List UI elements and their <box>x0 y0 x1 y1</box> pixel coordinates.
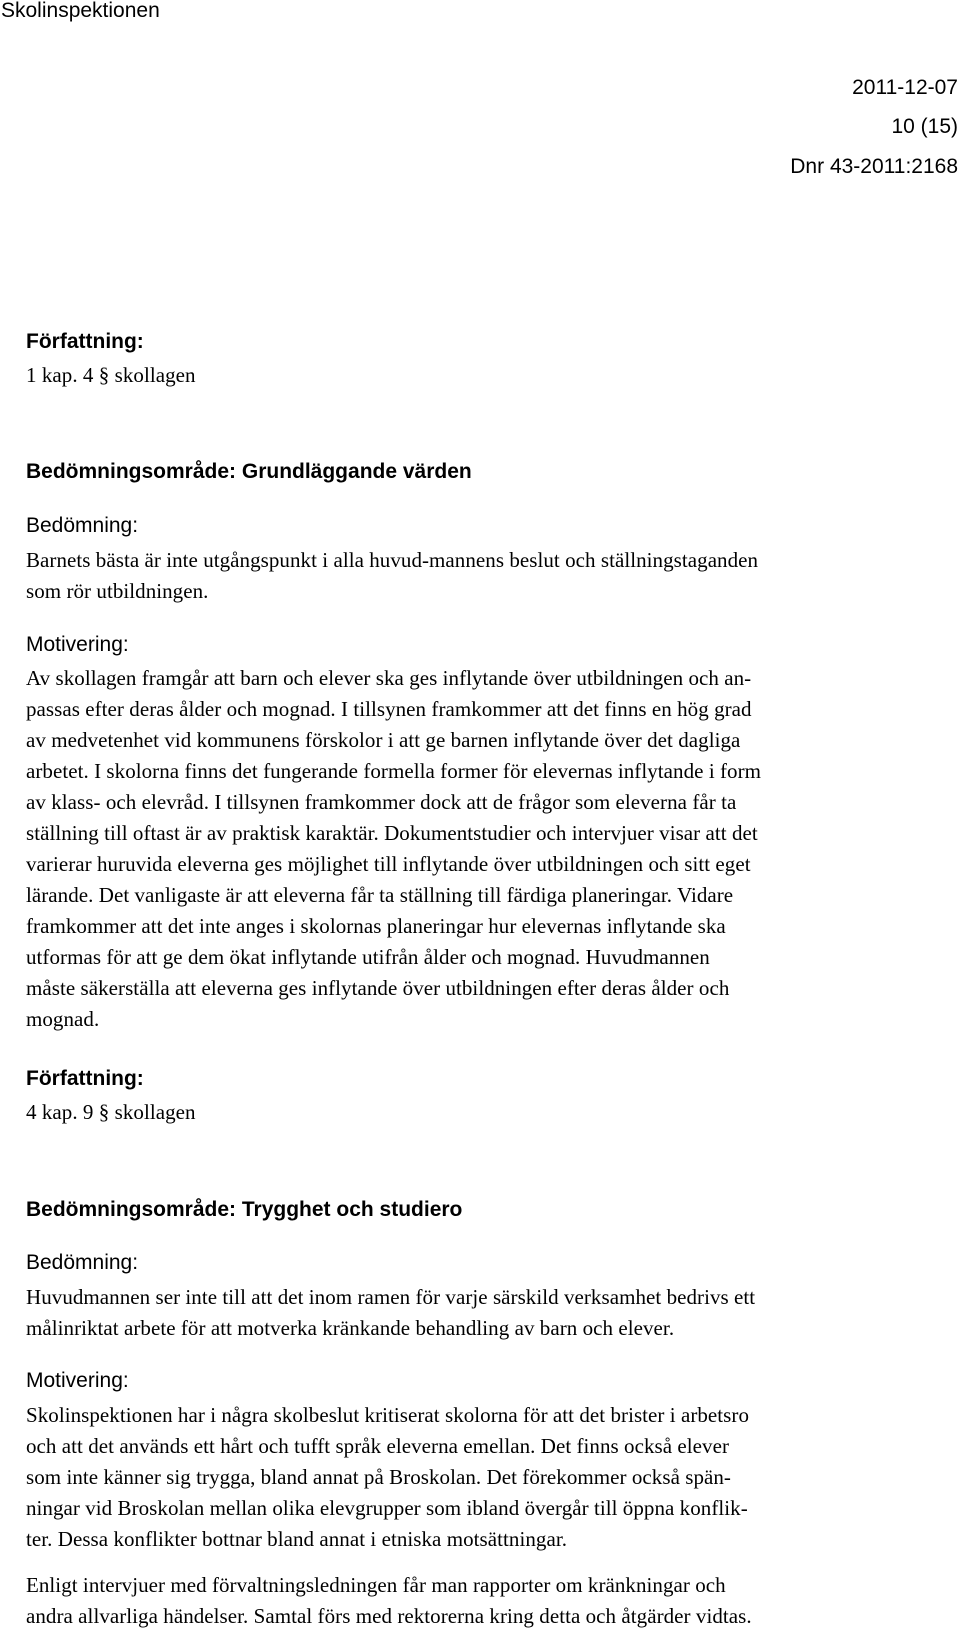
forfattning-label: Författning: <box>26 330 144 353</box>
bedomning-text: Barnets bästa är inte utgångspunkt i alla huvud-mannens beslut och ställningstaganden som rör utbildningen. <box>26 548 759 603</box>
bedomning-text: Huvudmannen ser inte till att det inom ramen för varje särskild verksamhet bedrivs ett målinriktat arbete för att motverka kränkande behandling av barn och elever. <box>26 1285 756 1340</box>
forfattning-text: 1 kap. 4 § skollagen <box>26 363 196 387</box>
motivering-label: Motivering: <box>26 633 129 656</box>
forfattning-label: Författning: <box>26 1067 144 1090</box>
organization-name: Skolinspektionen <box>1 0 160 22</box>
motivering-text: Av skollagen framgår att barn och elever ska ges inflytande över utbildningen och an- passas efter deras ålder och mognad. I tillsynen framkommer att det finns en hög grad av medvetenhet vid kommunens förskolor i att ge barnen inflytande över det dagliga arbetet. I skolorna finns det fungerande formella former för elevernas inflytande i form av klass- och elevråd. I tillsynen framkommer dock att de frågor som eleverna får ta ställning till oftast är av praktisk karaktär. Dokumentstudier och intervjuer visar att det varierar huruvida eleverna ges möjlighet till inflytande över utbildningen och sitt eget lärande. Det vanligaste är att eleverna får ta ställning till färdiga planeringar. Vidare framkommer att det inte anges i skolornas planeringar hur elevernas inflytande ska utformas för att ge dem ökat inflytande utifrån ålder och mognad. Huvudmannen måste säkerställa att eleverna ges inflytande över utbildningen efter deras ålder och mognad. <box>26 666 762 1031</box>
motivering-label: Motivering: <box>26 1369 129 1392</box>
document-date: 2011-12-07 <box>852 76 958 99</box>
area-heading: Bedömningsområde: Trygghet och studiero <box>26 1198 463 1221</box>
forfattning-text: 4 kap. 9 § skollagen <box>26 1100 196 1124</box>
motivering-text: Skolinspektionen har i några skolbeslut kritiserat skolorna för att det brister i arbetsro och att det används ett hårt och tufft språk eleverna emellan. Det finns också elever som inte känner sig trygga, bland annat på Broskolan. Det förekommer också spän- ningar vid Broskolan mellan olika elevgrupper som ibland övergår till öppna konflik- ter. Dessa konflikter bottnar bland annat i etniska motsättningar. <box>26 1403 749 1551</box>
area-heading: Bedömningsområde: Grundläggande värden <box>26 460 472 483</box>
page-number: 10 (15) <box>891 115 958 138</box>
diary-number: Dnr 43-2011:2168 <box>790 155 958 178</box>
bedomning-label: Bedömning: <box>26 1251 139 1274</box>
bedomning-label: Bedömning: <box>26 514 139 537</box>
paragraph: Enligt intervjuer med förvaltningsledningen får man rapporter om kränkningar och andra allvarliga händelser. Samtal förs med rektorerna kring detta och åtgärder vidtas. <box>26 1573 752 1628</box>
